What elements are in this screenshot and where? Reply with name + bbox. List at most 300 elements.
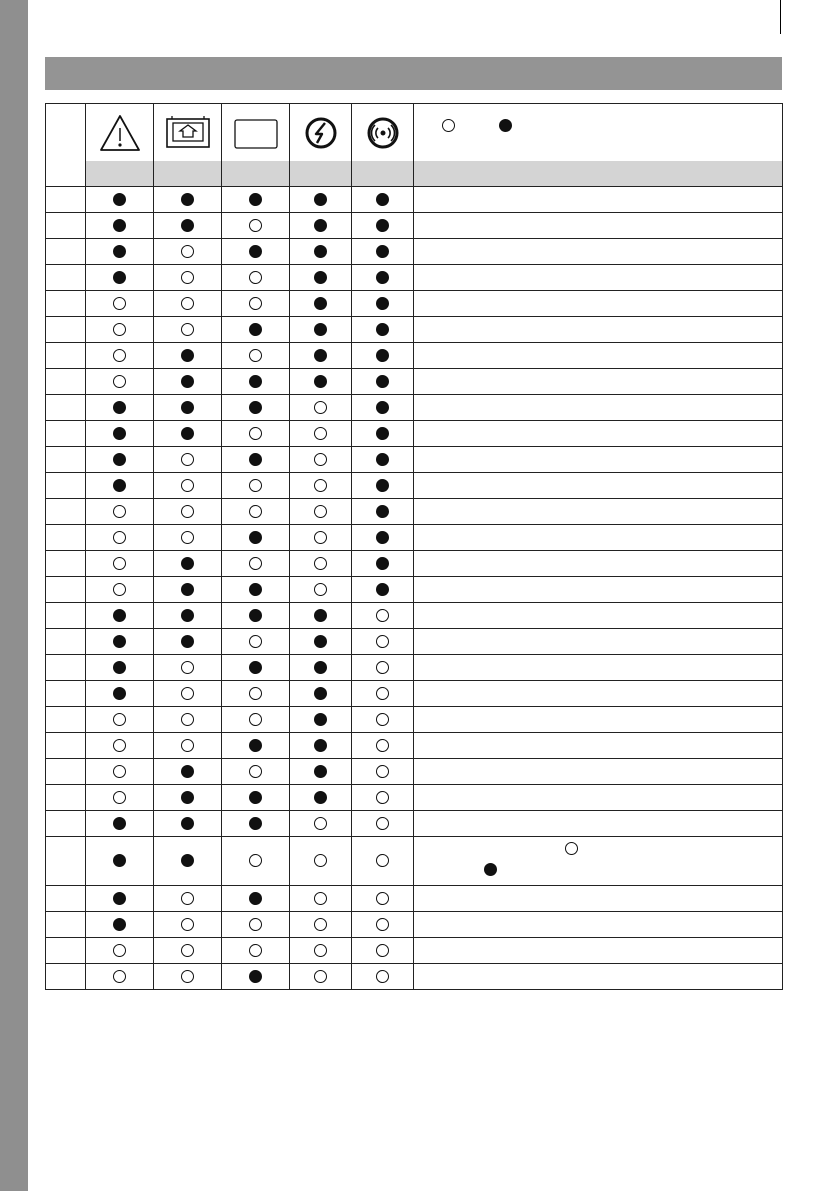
indicator-cell [352,343,414,369]
indicator-cell [290,239,352,265]
indicator-cell [86,912,154,938]
legend-off-icon [442,119,455,132]
description-cell [414,655,783,681]
indicator-cell [154,681,222,707]
table-row [46,239,783,265]
indicator-cell [290,733,352,759]
description-cell [414,239,783,265]
row-number-cell [46,473,86,499]
indicator-cell [290,759,352,785]
filled-circle-icon [113,635,126,648]
indicator-cell [290,655,352,681]
blank-display-icon [222,104,290,162]
row-number-cell [46,369,86,395]
filled-circle-icon [113,661,126,674]
indicator-cell [154,499,222,525]
indicator-cell [86,707,154,733]
filled-circle-icon [181,817,194,830]
open-circle-icon [249,944,262,957]
indicator-cell [154,551,222,577]
open-circle-icon [113,349,126,362]
indicator-cell [352,811,414,837]
crop-mark [780,0,781,34]
description-cell [414,447,783,473]
indicator-cell [86,525,154,551]
table-row [46,473,783,499]
description-cell [414,707,783,733]
description-cell [414,964,783,990]
indicator-cell [352,239,414,265]
row-number-cell [46,551,86,577]
warning-triangle-icon [86,104,154,162]
table-row [46,759,783,785]
table-row [46,785,783,811]
indicator-cell [352,473,414,499]
indicator-cell [290,525,352,551]
indicator-cell [154,837,222,886]
filled-circle-icon [181,427,194,440]
table-row [46,681,783,707]
open-circle-icon [376,944,389,957]
indicator-cell [154,707,222,733]
indicator-cell [154,343,222,369]
indicator-cell [154,447,222,473]
open-circle-icon [249,505,262,518]
indicator-cell [222,837,290,886]
description-cell [414,265,783,291]
indicator-cell [290,499,352,525]
filled-circle-icon [113,479,126,492]
indicator-cell [222,707,290,733]
indicator-cell [86,811,154,837]
indicator-cell [154,395,222,421]
filled-circle-icon [181,609,194,622]
open-circle-icon [113,323,126,336]
indicator-cell [154,265,222,291]
open-circle-icon [113,713,126,726]
description-cell [414,551,783,577]
indicator-cell [86,837,154,886]
indicator-cell [290,369,352,395]
filled-circle-icon [376,271,389,284]
indicator-cell [290,681,352,707]
open-circle-icon [314,583,327,596]
description-cell [414,317,783,343]
indicator-cell [290,265,352,291]
open-circle-icon [314,918,327,931]
table-row [46,395,783,421]
indicator-cell [352,447,414,473]
indicator-cell [352,964,414,990]
description-cell [414,785,783,811]
open-circle-icon [249,297,262,310]
open-circle-icon [181,505,194,518]
filled-circle-icon [181,583,194,596]
filled-circle-icon [314,323,327,336]
description-cell [414,213,783,239]
filled-circle-icon [113,219,126,232]
sub-header-cell [154,161,222,187]
filled-circle-icon [181,375,194,388]
sub-header-cell [222,161,290,187]
indicator-cell [352,551,414,577]
indicator-cell [352,733,414,759]
filled-circle-icon [181,349,194,362]
indicator-cell [222,655,290,681]
row-number-cell [46,681,86,707]
open-circle-icon [113,531,126,544]
indicator-cell [86,759,154,785]
description-cell [414,681,783,707]
filled-circle-icon [181,401,194,414]
filled-circle-icon [113,817,126,830]
indicator-cell [154,317,222,343]
indicator-cell [290,551,352,577]
description-cell [414,421,783,447]
indicator-cell [154,369,222,395]
indicator-cell [222,759,290,785]
indicator-cell [352,291,414,317]
open-circle-icon [113,505,126,518]
indicator-cell [86,343,154,369]
indicator-cell [86,964,154,990]
filled-circle-icon [376,401,389,414]
open-circle-icon [181,713,194,726]
open-circle-icon [249,479,262,492]
indicator-cell [352,577,414,603]
table-row [46,213,783,239]
indicator-cell [86,655,154,681]
open-circle-icon [314,854,327,867]
filled-circle-icon [113,401,126,414]
sub-header-cell [290,161,352,187]
indicator-cell [290,938,352,964]
open-circle-icon [565,842,578,855]
row-number-cell [46,291,86,317]
indicator-cell [154,213,222,239]
indicator-cell [290,291,352,317]
open-circle-icon [113,583,126,596]
open-circle-icon [249,918,262,931]
indicator-cell [86,785,154,811]
open-circle-icon [181,918,194,931]
filled-circle-icon [484,863,497,876]
indicator-cell [86,447,154,473]
indicator-cell [352,629,414,655]
filled-circle-icon [376,453,389,466]
open-circle-icon [181,970,194,983]
indicator-cell [222,291,290,317]
indicator-cell [352,681,414,707]
filled-circle-icon [113,427,126,440]
row-number-cell [46,912,86,938]
open-circle-icon [314,427,327,440]
open-circle-icon [314,970,327,983]
filled-circle-icon [181,193,194,206]
home-display-icon [154,104,222,162]
row-number-cell [46,213,86,239]
filled-circle-icon [314,193,327,206]
filled-circle-icon [249,531,262,544]
indicator-cell [222,187,290,213]
filled-circle-icon [249,791,262,804]
row-number-cell [46,707,86,733]
table-row [46,811,783,837]
table-row [46,603,783,629]
filled-circle-icon [314,245,327,258]
indicator-cell [290,421,352,447]
row-number-cell [46,629,86,655]
indicator-cell [154,655,222,681]
open-circle-icon [249,635,262,648]
description-cell [414,912,783,938]
indicator-cell [222,938,290,964]
filled-circle-icon [314,375,327,388]
indicator-cell [352,421,414,447]
table-row [46,525,783,551]
filled-circle-icon [181,791,194,804]
open-circle-icon [314,401,327,414]
row-number-cell [46,938,86,964]
indicator-cell [222,473,290,499]
open-circle-icon [249,349,262,362]
filled-circle-icon [376,479,389,492]
row-number-cell [46,603,86,629]
open-circle-icon [249,427,262,440]
indicator-cell [154,759,222,785]
filled-circle-icon [113,193,126,206]
filled-circle-icon [249,739,262,752]
indicator-cell [154,785,222,811]
open-circle-icon [113,375,126,388]
filled-circle-icon [376,505,389,518]
indicator-cell [222,447,290,473]
indicator-cell [86,187,154,213]
indicator-cell [86,577,154,603]
indicator-cell [222,681,290,707]
filled-circle-icon [113,245,126,258]
wireless-signal-icon [352,104,414,162]
indicator-cell [352,886,414,912]
filled-circle-icon [249,245,262,258]
indicator-cell [352,265,414,291]
open-circle-icon [376,970,389,983]
open-circle-icon [376,854,389,867]
filled-circle-icon [314,297,327,310]
open-circle-icon [314,817,327,830]
open-circle-icon [113,791,126,804]
filled-circle-icon [249,193,262,206]
indicator-cell [222,964,290,990]
indicator-cell [154,938,222,964]
indicator-cell [352,213,414,239]
row-number-cell [46,525,86,551]
no-power-icon [290,104,352,162]
filled-circle-icon [249,970,262,983]
open-circle-icon [249,854,262,867]
indicator-cell [86,629,154,655]
filled-circle-icon [113,854,126,867]
indicator-cell [352,369,414,395]
filled-circle-icon [249,892,262,905]
filled-circle-icon [376,297,389,310]
filled-circle-icon [249,453,262,466]
row-number-cell [46,733,86,759]
indicator-cell [86,681,154,707]
open-circle-icon [113,944,126,957]
indicator-cell [154,291,222,317]
side-tab-bar [0,0,28,1191]
table-row [46,421,783,447]
table-row [46,369,783,395]
row-number-header [46,104,86,162]
row-number-cell [46,759,86,785]
indicator-cell [86,395,154,421]
indicator-cell [290,837,352,886]
description-cell [414,343,783,369]
description-cell [414,291,783,317]
open-circle-icon [181,892,194,905]
open-circle-icon [376,791,389,804]
filled-circle-icon [376,531,389,544]
open-circle-icon [314,479,327,492]
table-row [46,629,783,655]
indicator-cell [86,213,154,239]
filled-circle-icon [113,271,126,284]
open-circle-icon [376,739,389,752]
table-row [46,317,783,343]
indicator-cell [352,938,414,964]
indicator-cell [154,629,222,655]
indicator-cell [154,733,222,759]
indicator-cell [86,265,154,291]
indicator-cell [154,964,222,990]
open-circle-icon [181,687,194,700]
table-row [46,291,783,317]
filled-circle-icon [314,713,327,726]
description-cell [414,629,783,655]
table-row [46,938,783,964]
open-circle-icon [113,970,126,983]
legend-on-icon [499,119,512,132]
table-row [46,551,783,577]
indicator-cell [86,473,154,499]
row-number-cell [46,811,86,837]
indicator-cell [222,811,290,837]
row-number-cell [46,785,86,811]
indicator-cell [86,938,154,964]
row-number-cell [46,499,86,525]
indicator-cell [290,964,352,990]
filled-circle-icon [181,635,194,648]
indicator-cell [222,525,290,551]
indicator-cell [154,912,222,938]
legend-cell [414,104,783,162]
filled-circle-icon [376,557,389,570]
indicator-cell [222,369,290,395]
open-circle-icon [181,453,194,466]
filled-circle-icon [314,739,327,752]
filled-circle-icon [249,583,262,596]
open-circle-icon [376,635,389,648]
open-circle-icon [376,661,389,674]
open-circle-icon [249,219,262,232]
open-circle-icon [249,713,262,726]
filled-circle-icon [314,349,327,362]
indicator-cell [352,707,414,733]
open-circle-icon [376,765,389,778]
filled-circle-icon [181,557,194,570]
table-row [46,343,783,369]
open-circle-icon [376,918,389,931]
table-row [46,733,783,759]
open-circle-icon [113,557,126,570]
sub-header-row [46,161,783,187]
table-row [46,265,783,291]
description-cell [414,395,783,421]
open-circle-icon [181,661,194,674]
indicator-cell [352,317,414,343]
open-circle-icon [314,453,327,466]
indicator-cell [222,213,290,239]
indicator-cell [290,473,352,499]
filled-circle-icon [113,918,126,931]
open-circle-icon [376,609,389,622]
description-cell [414,577,783,603]
row-number-cell [46,395,86,421]
indicator-cell [222,551,290,577]
filled-circle-icon [113,453,126,466]
sub-header-cell [86,161,154,187]
indicator-cell [222,265,290,291]
filled-circle-icon [314,635,327,648]
open-circle-icon [113,739,126,752]
indicator-cell [352,655,414,681]
indicator-cell [154,811,222,837]
description-cell [414,187,783,213]
indicator-cell [352,912,414,938]
table-row [46,447,783,473]
description-cell [414,473,783,499]
sub-header-blank [46,161,86,187]
row-number-cell [46,317,86,343]
indicator-cell [290,343,352,369]
section-header-bar [45,57,782,90]
filled-circle-icon [113,687,126,700]
indicator-cell [154,525,222,551]
status-indicator-table [45,103,782,974]
filled-circle-icon [249,609,262,622]
filled-circle-icon [181,765,194,778]
row-number-cell [46,837,86,886]
open-circle-icon [181,479,194,492]
indicator-cell [86,369,154,395]
indicator-cell [290,811,352,837]
row-number-cell [46,265,86,291]
description-cell [414,499,783,525]
filled-circle-icon [314,791,327,804]
open-circle-icon [113,765,126,778]
filled-circle-icon [314,271,327,284]
indicator-cell [154,886,222,912]
indicator-cell [290,603,352,629]
open-circle-icon [376,713,389,726]
description-cell [414,837,783,886]
indicator-cell [86,291,154,317]
open-circle-icon [314,557,327,570]
indicator-cell [352,525,414,551]
description-cell [414,886,783,912]
